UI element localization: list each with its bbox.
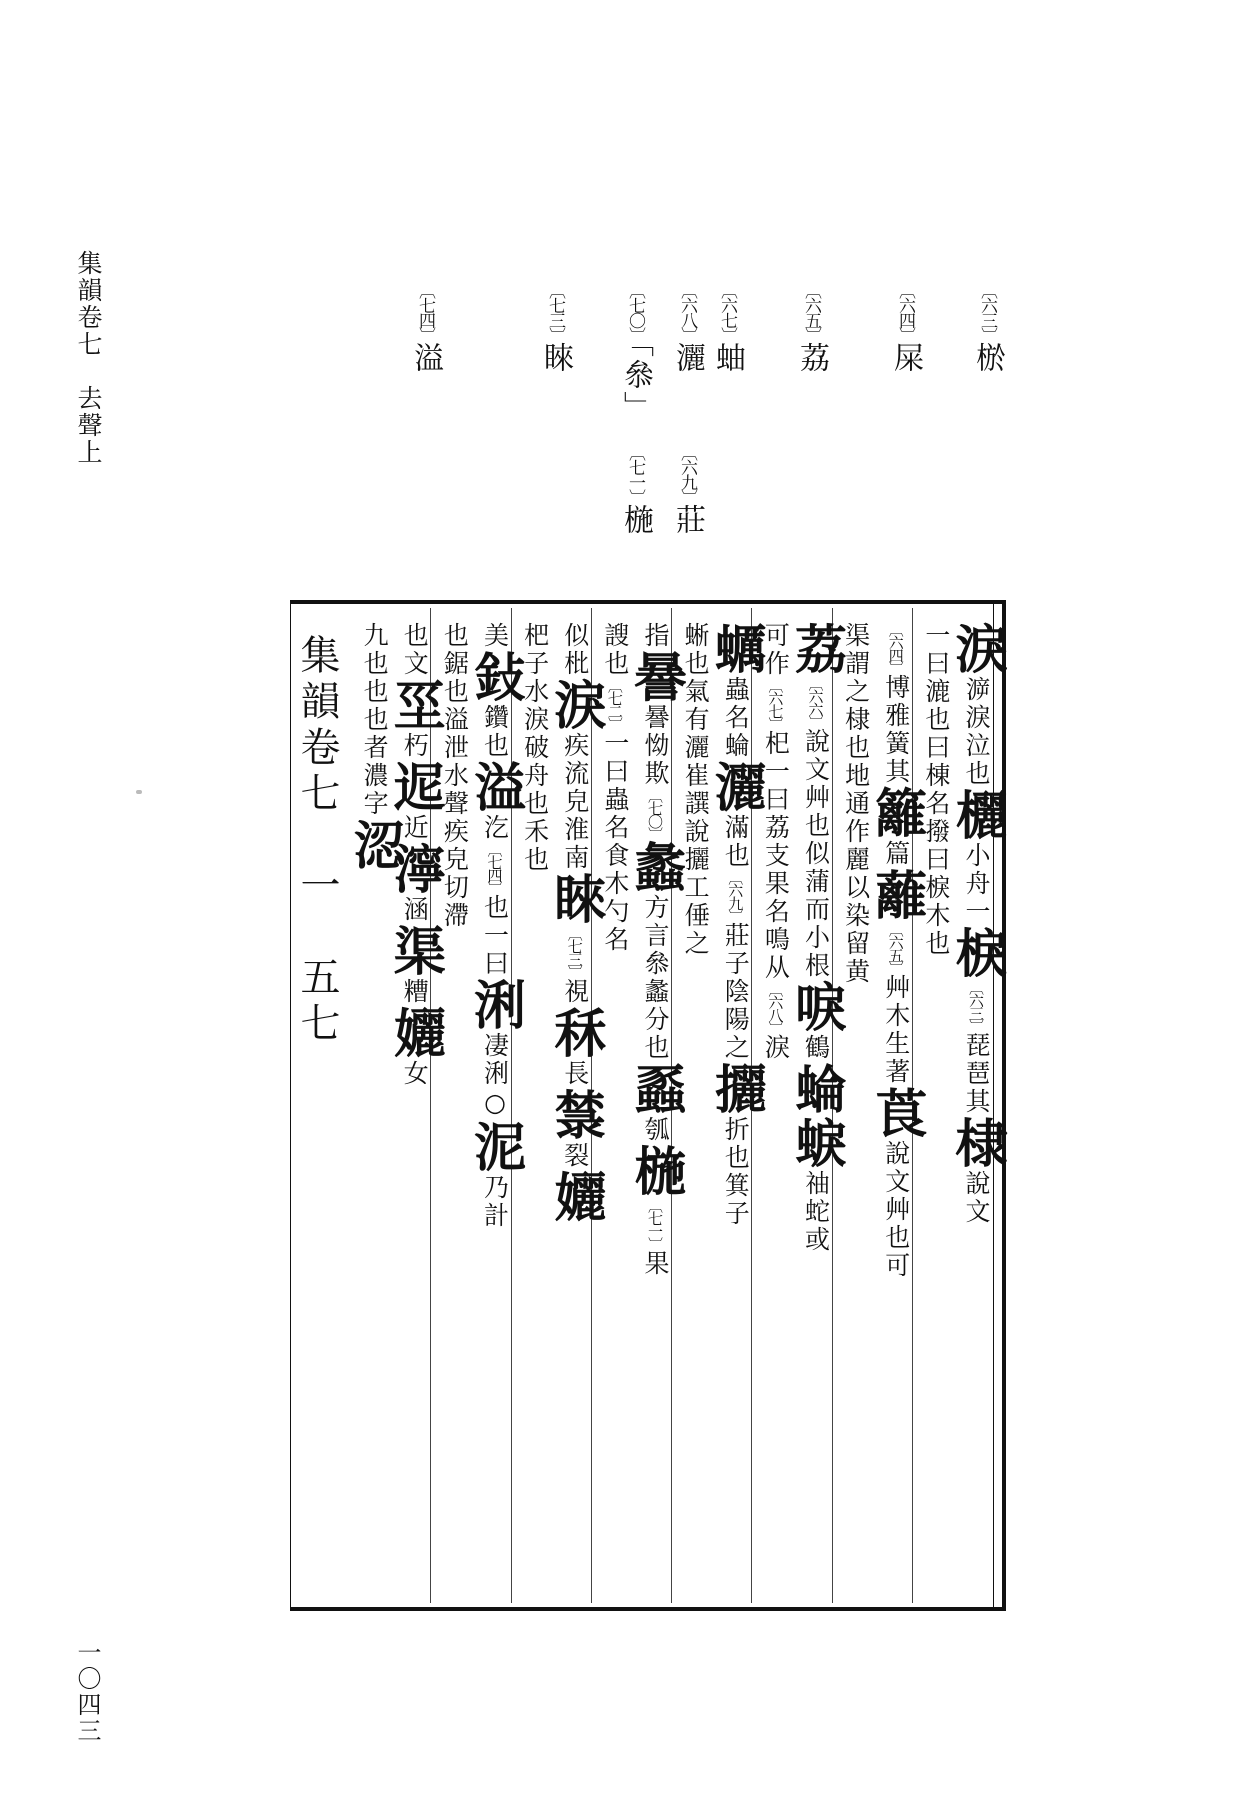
note-character: 蚰	[710, 342, 745, 374]
headword: 睞	[544, 872, 606, 926]
text-frame	[290, 600, 1006, 1611]
note-marker: 〔六三〕	[967, 980, 985, 1032]
note-character: 「叅」	[618, 342, 653, 423]
gloss-text: 濃	[360, 762, 390, 790]
note-marker: 〔六五〕	[886, 922, 905, 974]
gloss-text: 名	[600, 926, 630, 954]
gloss-text: 女	[400, 1060, 430, 1088]
gloss-text: 也	[360, 678, 390, 706]
collation-note	[710, 282, 745, 374]
gloss-text: 攦工倕之	[681, 846, 711, 958]
note-character: 溢	[408, 342, 443, 374]
headword: 灑	[705, 760, 767, 814]
gloss-text: 切滯	[440, 874, 470, 930]
block-margin-label: 集韻卷七 一 五七	[294, 634, 340, 1048]
gloss-text: 朽	[400, 732, 430, 760]
note-character: 屎	[888, 342, 923, 374]
text-column	[464, 622, 526, 1607]
gloss-text: 美	[480, 622, 510, 650]
gloss-text: 裂	[560, 1142, 590, 1170]
gloss-text: 謈怮欺	[641, 704, 670, 788]
gloss-text: 涵	[400, 896, 430, 924]
note-number: 〔七一〕	[625, 444, 645, 504]
gloss-text: 說文	[962, 1170, 991, 1226]
gloss-text: 曰棟名	[921, 734, 951, 818]
text-column	[544, 622, 606, 1607]
headword: 蘺	[865, 868, 927, 922]
gloss-text: 莊子陰陽之	[721, 922, 751, 1062]
frame-inner-rule	[993, 604, 994, 1607]
gloss-text: 琵琶其	[962, 1032, 991, 1116]
gloss-text: 者	[360, 734, 390, 762]
note-number: 〔六四〕	[895, 282, 915, 342]
collation-note	[408, 282, 443, 374]
gloss-text: 鑽也	[480, 704, 510, 760]
note-number: 〔七四〕	[415, 282, 435, 342]
gloss-text: 鶴	[801, 1034, 831, 1062]
gloss-text: 也	[520, 790, 550, 818]
gloss-text: 滿也	[721, 814, 751, 870]
gloss-text: 㴑淚泣也	[962, 676, 991, 788]
text-column	[946, 622, 1007, 1607]
note-number: 〔六五〕	[801, 282, 821, 342]
gloss-text: 折也箕子	[721, 1116, 751, 1228]
note-marker: 〔七四〕	[485, 842, 504, 894]
gloss-text: 从	[761, 954, 791, 982]
gloss-text: 瓠	[641, 1116, 670, 1144]
gloss-text: 撥曰棙	[921, 818, 951, 902]
gloss-text: 汔	[480, 814, 510, 842]
headword: 籬	[865, 786, 927, 840]
gloss-text: 也一曰	[480, 894, 510, 978]
headword: 㯟	[544, 1088, 606, 1142]
headword: 孋	[544, 1170, 606, 1224]
text-column	[384, 622, 446, 1607]
note-marker: 〔六七〕	[766, 678, 785, 730]
note-number: 〔六三〕	[977, 282, 997, 342]
headword: 蠡	[625, 840, 686, 894]
gloss-text: 鋸也	[440, 650, 470, 706]
page-number: 一〇四三	[73, 1640, 101, 1744]
note-marker: 〔六四〕	[886, 622, 905, 674]
headword: 謈	[625, 650, 686, 704]
headword: 棣	[946, 1116, 1007, 1170]
column-rule	[511, 608, 512, 1603]
gloss-text: 視	[560, 978, 590, 1006]
text-column	[625, 622, 686, 1607]
headword: 攦	[705, 1062, 767, 1116]
gloss-text: 字	[360, 790, 390, 818]
headword: 莨	[865, 1086, 927, 1140]
headword: 迡	[384, 760, 446, 814]
gloss-text: 也	[360, 706, 390, 734]
gloss-text: 小舟一	[962, 842, 991, 926]
running-header: 集韻卷七 去聲上	[74, 250, 103, 466]
gloss-text: 果	[641, 1250, 670, 1278]
gloss-text: 說文艸也似蒲而小根	[801, 728, 831, 980]
headword: 棙	[946, 926, 1007, 980]
gloss-text: 方言叅蠡分也	[641, 894, 670, 1062]
gloss-text: 篇	[881, 840, 911, 868]
gloss-text: 𣏌一曰荔支果名	[761, 730, 791, 926]
collation-note	[888, 282, 923, 374]
gloss-text: 說文艸也可	[881, 1140, 911, 1280]
gloss-text: 也	[520, 846, 550, 874]
gloss-text: 氣有灑崔譔說	[681, 678, 711, 846]
gloss-text: 子水淚破舟	[520, 650, 550, 790]
gloss-text: 一曰漉也	[921, 622, 951, 734]
headword: 涊	[344, 818, 406, 872]
headword: 蟸	[625, 1062, 686, 1116]
gloss-text: 乃計	[480, 1174, 510, 1230]
collation-note	[618, 444, 653, 536]
collation-note	[794, 282, 829, 374]
note-character: 椸	[618, 504, 653, 536]
headword: 孋	[384, 1006, 446, 1060]
gloss-text: 鳴	[761, 926, 791, 954]
collation-note	[670, 444, 705, 536]
collation-note	[970, 282, 1005, 374]
gloss-text: 溢泄水聲	[440, 706, 470, 818]
gloss-text: 也	[440, 622, 470, 650]
gloss-text: 疾流皃淮南	[560, 732, 590, 872]
gloss-text: 淚	[761, 1034, 791, 1062]
text-column	[344, 622, 406, 1607]
note-character: 棜	[970, 342, 1005, 374]
note-number: 〔七〇〕	[625, 282, 645, 342]
note-character: 睞	[538, 342, 573, 374]
note-marker: 〔六八〕	[766, 982, 785, 1034]
gloss-text: 九	[360, 622, 390, 650]
headword: 唳	[785, 980, 847, 1034]
note-character: 莊	[670, 504, 705, 536]
headword: 濘	[384, 842, 446, 896]
note-number: 〔六七〕	[717, 282, 737, 342]
note-character: 灑	[670, 342, 705, 374]
gloss-text: 也	[841, 734, 871, 762]
column-rule	[430, 608, 431, 1603]
headword: 淚	[946, 622, 1007, 676]
headword: 蜦	[785, 1062, 847, 1116]
headword: 蜧	[785, 1116, 847, 1170]
headword: 蠣	[705, 622, 767, 676]
gloss-text: 杷	[520, 622, 550, 650]
note-marker: 〔七〇〕	[646, 788, 664, 840]
note-number: 〔六九〕	[677, 444, 697, 504]
gloss-text: 艸木生著	[881, 974, 911, 1086]
gloss-text: 指	[641, 622, 670, 650]
headword: 秝	[544, 1006, 606, 1060]
note-marker: 〔六六〕	[806, 676, 825, 728]
gloss-text: 䄂蛇或	[801, 1170, 831, 1254]
gloss-text: ○	[480, 1088, 510, 1120]
headword: 坙	[384, 678, 446, 732]
note-marker: 〔七一〕	[646, 1198, 664, 1250]
note-number: 〔六八〕	[677, 282, 697, 342]
note-marker: 〔六九〕	[726, 870, 745, 922]
text-column	[785, 622, 847, 1607]
gloss-text: 博雅簧其	[881, 674, 911, 786]
note-number: 〔七三〕	[545, 282, 565, 342]
gloss-text: 渠謂之棣	[841, 622, 871, 734]
note-character: 荔	[794, 342, 829, 374]
gloss-text: 長	[560, 1060, 590, 1088]
gloss-text: 也文	[400, 622, 430, 678]
gloss-text: 禾	[520, 818, 550, 846]
headword: 泥	[464, 1120, 526, 1174]
headword: 淚	[544, 678, 606, 732]
gloss-text: 也	[360, 650, 390, 678]
gloss-text: 木也	[921, 902, 951, 958]
gloss-text: 蜥也	[681, 622, 711, 678]
headword: 渠	[384, 924, 446, 978]
text-column	[865, 622, 927, 1607]
note-marker: 〔七三〕	[565, 926, 584, 978]
text-column	[705, 622, 767, 1607]
gloss-text: 凄浰	[480, 1032, 510, 1088]
collation-note	[538, 282, 573, 374]
gloss-text: 疾皃	[440, 818, 470, 874]
gloss-text: 近	[400, 814, 430, 842]
headword: 浰	[464, 978, 526, 1032]
note-marker: 〔七二〕	[605, 678, 624, 730]
collation-note	[618, 282, 653, 423]
gloss-text: 地通作麗	[841, 762, 871, 874]
headword: 溢	[464, 760, 526, 814]
gloss-text: 可作	[761, 622, 791, 678]
headword: 鈙	[464, 650, 526, 704]
headword: 荔	[785, 622, 847, 676]
collation-note	[670, 282, 705, 374]
gloss-text: 蟲名蜦	[721, 676, 751, 760]
gloss-text: 似枇	[560, 622, 590, 678]
headword: 椸	[625, 1144, 686, 1198]
paper-speck	[136, 790, 142, 794]
gloss-text: 一曰蟲名食木	[600, 730, 630, 898]
gloss-text: 糟	[400, 978, 430, 1006]
gloss-text: 勺	[600, 898, 630, 926]
headword: 欐	[946, 788, 1007, 842]
gloss-text: 以染留黄	[841, 874, 871, 986]
gloss-text: 謏也	[600, 622, 630, 678]
